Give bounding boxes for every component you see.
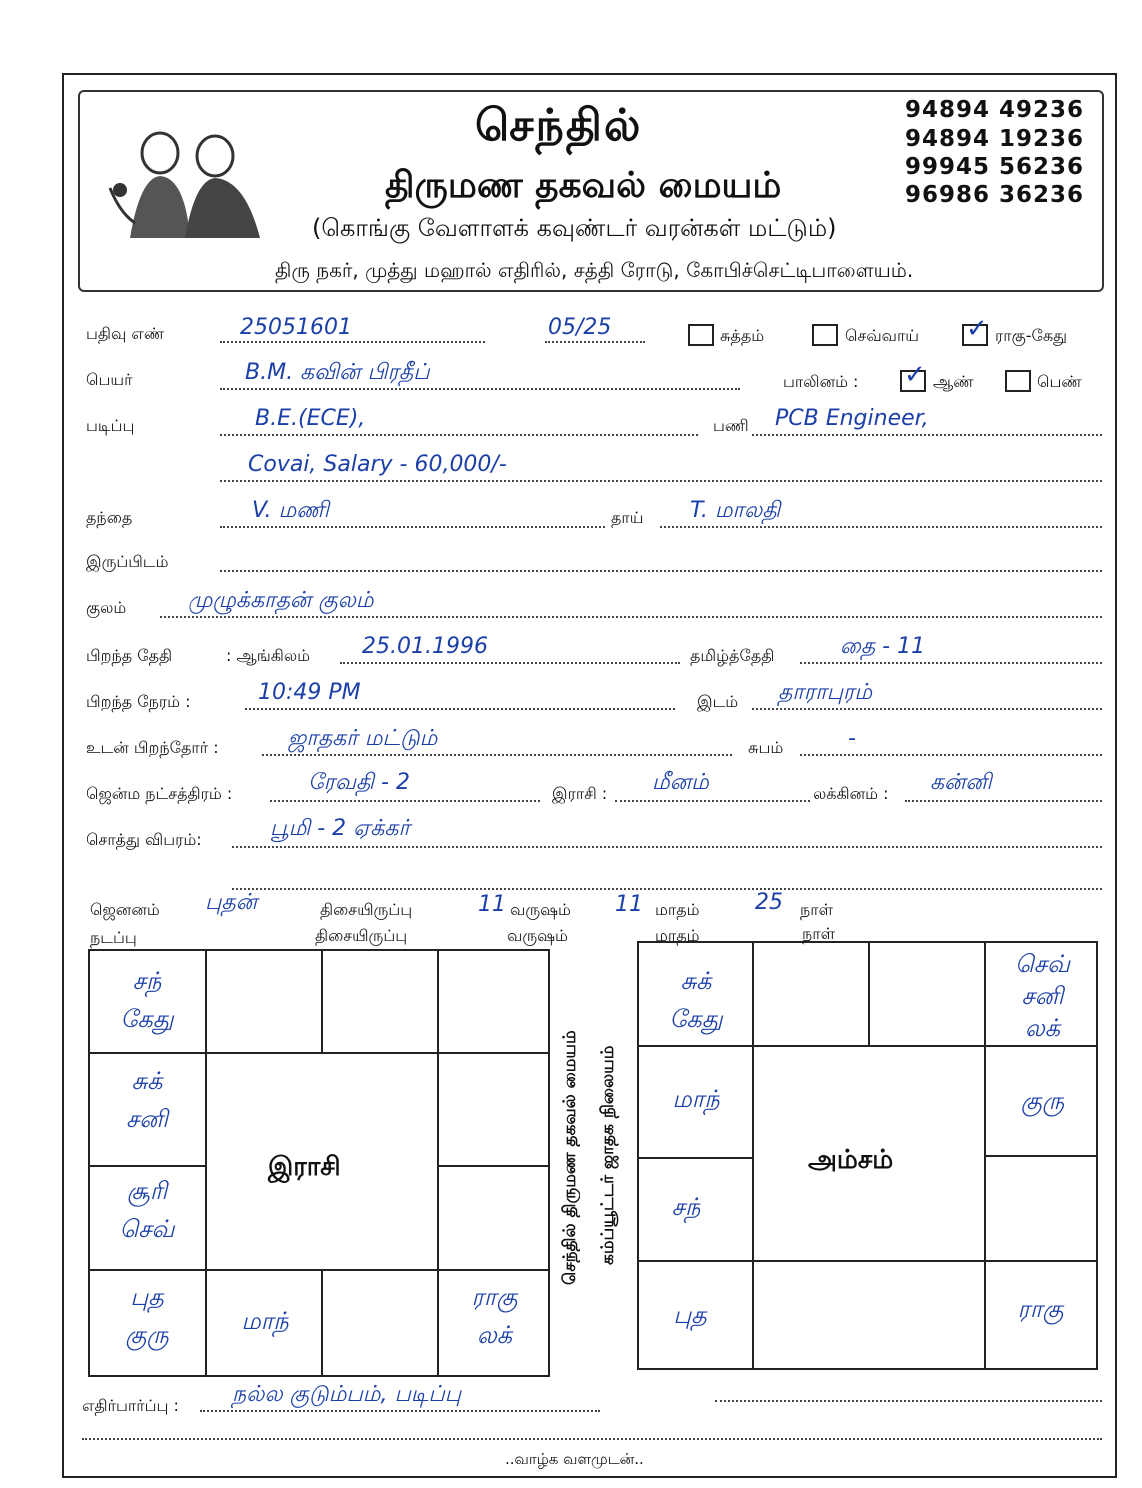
name-label: பெயர்: [86, 370, 133, 389]
job-extra-value[interactable]: Covai, Salary - 60,000/-: [248, 452, 507, 477]
rasi-value[interactable]: மீனம்: [652, 770, 709, 795]
expectation-line-3[interactable]: [82, 1438, 1102, 1440]
expectation-line: [200, 1410, 600, 1412]
clan-label: குலம்: [86, 598, 127, 617]
father-value[interactable]: V. மணி: [252, 498, 329, 523]
days-label-2: நாள்: [802, 924, 836, 943]
expectation-label: எதிர்பார்ப்பு :: [82, 1396, 179, 1415]
siblings-label: உடன் பிறந்தோர் :: [86, 738, 219, 757]
months-label: மாதம்: [655, 900, 700, 919]
planet-label: சுக்: [680, 967, 712, 995]
rasi-grid-line: [205, 949, 207, 1377]
dob-label: பிறந்த தேதி: [86, 646, 173, 665]
rasi-line: [615, 800, 810, 802]
years-value[interactable]: 11: [478, 892, 506, 917]
center-subtitle: திருமண தகவல் மையம்: [385, 165, 782, 206]
place-line: [752, 708, 1102, 710]
education-line: [220, 434, 698, 436]
planet-label: ராகு: [1017, 1295, 1064, 1323]
planet-label: கேது: [120, 1005, 174, 1033]
father-line: [220, 526, 605, 528]
dosham-sevvai-checkbox[interactable]: [812, 324, 838, 346]
name-value[interactable]: B.M. கவின் பிரதீப்: [245, 360, 430, 385]
mother-line: [660, 526, 1102, 528]
rasi-center-label: இராசி: [268, 1152, 341, 1182]
rasi-cell-r2c0: [92, 1172, 202, 1248]
days-label: நாள்: [800, 900, 834, 919]
rasi-grid-line: [437, 949, 439, 1377]
planet-label: குரு: [1020, 1087, 1065, 1115]
planet-label: புத: [673, 1301, 707, 1329]
lagna-value[interactable]: கன்னி: [930, 770, 992, 795]
amsam-grid-line: [752, 941, 754, 1370]
lagna-line: [905, 800, 1102, 802]
rasi-label: இராசி :: [552, 784, 608, 803]
phone-4: 96986 36236: [905, 182, 1085, 208]
star-value[interactable]: ரேவதி - 2: [308, 770, 410, 795]
rasi-cell-r1c0: [92, 1062, 202, 1138]
gender-label: பாலினம் :: [783, 372, 859, 391]
tob-line: [245, 708, 675, 710]
dob-line: [340, 662, 680, 664]
planet-label: சனி: [126, 1105, 168, 1133]
gender-female-label: பெண்: [1037, 372, 1082, 391]
property-label: சொத்து விபரம்:: [86, 830, 202, 849]
planet-label: சந்: [132, 967, 162, 995]
tamil-date-label: தமிழ்த்தேதி: [690, 646, 775, 665]
job-value[interactable]: PCB Engineer,: [775, 406, 929, 431]
rasi-grid-line: [321, 1269, 323, 1377]
subam-label: சுபம்: [748, 738, 784, 757]
months-value[interactable]: 11: [615, 892, 643, 917]
check-mark-icon: ✓: [904, 360, 926, 390]
property-extra-line[interactable]: [232, 888, 1102, 890]
days-value[interactable]: 25: [755, 890, 783, 915]
amsam-grid-line: [637, 1260, 1098, 1262]
planet-label: சந்: [671, 1193, 701, 1221]
phone-2: 94894 19236: [905, 126, 1085, 152]
star-line: [270, 800, 540, 802]
amsam-grid-line: [637, 1157, 753, 1159]
tob-value[interactable]: 10:49 PM: [258, 680, 361, 705]
lagna-label: லக்கினம் :: [813, 784, 889, 803]
vertical-center-subtitle: கம்ப்யூட்டர் ஜாதக நிலையம்: [598, 1045, 618, 1265]
planet-label: சனி: [1021, 982, 1064, 1010]
property-line: [232, 846, 1102, 848]
rasi-cell-r0c0: [92, 962, 202, 1038]
tamil-date-line: [800, 662, 1102, 664]
subam-value[interactable]: -: [848, 726, 856, 751]
amsam-cell-r0c3: [990, 948, 1095, 1044]
amsam-grid-line: [984, 1155, 1098, 1157]
rasi-grid-line: [88, 1269, 550, 1271]
gender-female-checkbox[interactable]: [1005, 370, 1031, 392]
blessing-text: ..வாழ்க வளமுடன்..: [505, 1450, 644, 1468]
name-line: [220, 388, 740, 390]
amsam-grid-line: [984, 941, 986, 1370]
planet-label: செவ்: [1015, 950, 1070, 978]
job-extra-line: [220, 480, 1102, 482]
dosham-suttham-label: சுத்தம்: [720, 326, 765, 345]
rasi-grid-line: [437, 1165, 550, 1167]
education-label: படிப்பு: [86, 416, 135, 435]
running-dasa-label: நடப்பு: [90, 928, 137, 947]
planet-label: புத: [130, 1283, 164, 1311]
amsam-grid-line: [868, 941, 870, 1046]
gender-male-label: ஆண்: [933, 372, 974, 391]
tob-label: பிறந்த நேரம் :: [86, 692, 191, 711]
job-line: [752, 434, 1102, 436]
expectation-value[interactable]: நல்ல குடும்பம், படிப்பு: [232, 1382, 462, 1407]
expectation-line-2: [715, 1400, 1102, 1402]
birth-dasa-label: ஜெனனம்: [90, 900, 160, 919]
check-mark-icon: ✓: [966, 314, 988, 344]
father-label: தந்தை: [86, 508, 133, 527]
mother-label: தாய்: [611, 508, 644, 527]
planet-label: ராகு: [471, 1283, 518, 1311]
rasi-grid-line: [88, 1165, 206, 1167]
disai-label-2: திசையிருப்பு: [315, 926, 408, 945]
dosham-sevvai-label: செவ்வாய்: [845, 326, 920, 345]
dosham-suttham-checkbox[interactable]: [688, 324, 714, 346]
amsam-cell-r0c0: [642, 962, 750, 1038]
mother-value[interactable]: T. மாலதி: [690, 498, 781, 523]
rasi-grid-line: [321, 949, 323, 1053]
dosham-raghu-kethu-label: ராகு-கேது: [995, 326, 1067, 345]
planet-label: கேது: [669, 1005, 723, 1033]
planet-label: சூரி: [126, 1177, 168, 1205]
amsam-cell-r3c3: [988, 1290, 1093, 1328]
amsam-center-label: அம்சம்: [808, 1145, 894, 1175]
residence-label: இருப்பிடம்: [86, 552, 169, 571]
address: திரு நகர், முத்து மஹால் எதிரில், சத்தி ரோடு, கோபிச்செட்டிபாளையம்.: [275, 258, 914, 282]
place-value[interactable]: தாராபுரம்: [778, 680, 873, 705]
reg-no-label: பதிவு எண்: [86, 324, 165, 343]
education-value[interactable]: B.E.(ECE),: [255, 406, 366, 431]
amsam-cell-r1c0: [642, 1080, 750, 1118]
planet-label: மாந்: [241, 1307, 289, 1335]
planet-label: செவ்: [119, 1215, 175, 1243]
rasi-grid-line: [88, 1052, 550, 1054]
reg-no-value[interactable]: 25051601: [240, 315, 352, 340]
job-label: பணி: [713, 416, 749, 435]
rasi-cell-r3c3: [442, 1278, 547, 1354]
amsam-cell-r2c0: [632, 1188, 740, 1226]
planet-label: மாந்: [672, 1085, 720, 1113]
clan-line: [160, 616, 1102, 618]
place-label: இடம்: [697, 692, 739, 711]
reg-date-line: [545, 341, 645, 343]
planet-label: சுக்: [131, 1067, 163, 1095]
siblings-line: [262, 754, 732, 756]
rasi-cell-r3c0: [92, 1278, 202, 1354]
planet-label: லக்: [1024, 1014, 1061, 1042]
star-label: ஜென்ம நட்சத்திரம் :: [86, 784, 233, 803]
vertical-center-name: செந்தில் திருமண தகவல் மையம்: [560, 1030, 580, 1285]
tamil-date-value[interactable]: தை - 11: [840, 634, 926, 659]
amsam-cell-r3c0: [636, 1296, 744, 1334]
english-label: : ஆங்கிலம்: [226, 646, 310, 665]
property-value[interactable]: பூமி - 2 ஏக்கர்: [270, 816, 410, 841]
residence-line[interactable]: [220, 570, 1102, 572]
disai-label: திசையிருப்பு: [320, 900, 413, 919]
months-label-2: மாதம்: [655, 926, 700, 945]
birth-dasa-value[interactable]: புதன்: [205, 890, 258, 915]
clan-value[interactable]: முழுக்காதன் குலம்: [188, 588, 374, 613]
planet-label: குரு: [125, 1321, 169, 1349]
community-note: (கொங்கு வேளாளக் கவுண்டர் வரன்கள் மட்டும்): [312, 214, 837, 242]
reg-date-value[interactable]: 05/25: [548, 315, 612, 340]
amsam-cell-r1c3: [990, 1082, 1095, 1120]
phone-3: 99945 56236: [905, 154, 1085, 180]
rasi-cell-r3c1: [210, 1302, 320, 1340]
reg-no-line: [220, 341, 485, 343]
center-title: செந்தில்: [475, 100, 643, 151]
planet-label: லக்: [476, 1321, 513, 1349]
deity-logo-icon: [100, 118, 275, 243]
phone-1: 94894 49236: [905, 97, 1085, 123]
subam-line: [800, 754, 1102, 756]
siblings-value[interactable]: ஜாதகர் மட்டும்: [288, 726, 438, 751]
years-label-2: வருஷம்: [507, 926, 568, 945]
years-label: வருஷம்: [510, 900, 571, 919]
dob-value[interactable]: 25.01.1996: [362, 634, 488, 659]
